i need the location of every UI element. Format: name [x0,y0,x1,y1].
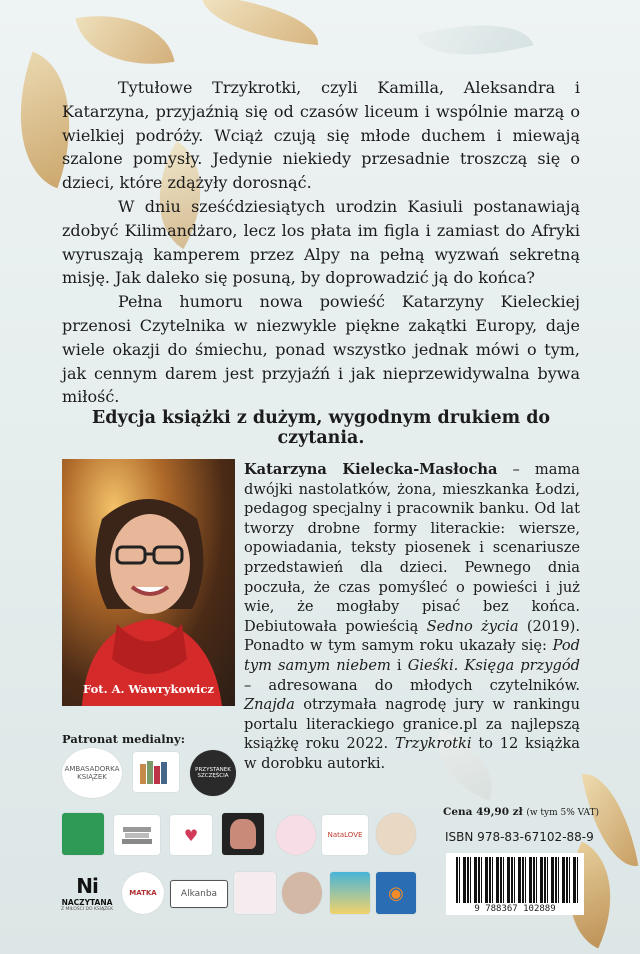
photo-caption: Fot. A. Wawrykowicz [83,682,214,696]
alkanba-logo [170,880,228,908]
headphones-icon: ◉ [388,882,404,904]
bio-text: to 12 książka w dorobku autorki. [244,735,580,772]
patronage-label: Patronat medialny: [62,732,185,746]
leaf-decoration [417,6,534,73]
logo-text: AMBASADORKA KSIĄŻEK [64,765,120,781]
author-name: Katarzyna Kielecka-Masłocha [244,461,498,478]
bio-text: i [390,656,408,674]
logo-text: NataLOVE [327,831,363,839]
headphones-logo [376,872,416,914]
ambasadorka-logo [62,748,122,798]
logo-text: NACZYTANA [61,898,113,907]
logo-text: Z MIŁOŚCI DO KSIĄŻEK [60,907,114,912]
barcode-number: 9 788367 102889 [474,904,556,914]
author-portrait-illustration [62,459,235,706]
price-label [443,806,599,818]
bio-title: Sedno życia [426,617,519,635]
barcode [446,853,584,915]
blurb-text [62,76,580,409]
floral-logo [234,872,276,914]
przystanek-logo [190,750,236,796]
author-photo [62,459,235,706]
heart-icon: ♥ [183,825,199,845]
bookstack-logo [114,815,160,855]
leaf-decoration [198,0,321,45]
logo-text: MATKA [129,889,157,897]
books-logo [133,752,179,792]
green-logo [62,813,104,855]
pink-circle-logo [276,815,316,855]
books-icon [138,758,174,786]
logo-text: Alkanba [180,889,218,899]
blurb-paragraph-1: Tytułowe Trzykrotki, czyli Kamilla, Aleksandra i Katarzyna, przyjaźnią się od czasów liceum i wspólnie marzą o wielkiej podróży. Wciąż czują się młode duchem i miewają szalone pomysły. Jedynie niekiedy przesadnie troszczą się o dzieci, które zdążyły dorosnąć. [62,78,580,193]
price-vat: (w tym 5% VAT) [526,808,600,818]
leaf-decoration [75,3,174,78]
bio-title: Gieśki. Księga przygód [407,656,581,674]
bio-title: Trzykrotki [394,735,472,753]
blurb-paragraph-3: Pełna humoru nowa powieść Katarzyny Kieleckiej przenosi Czytelnika w niezwykle piękne zakątki Europy, daje wiele okazji do śmiechu, ponad wszystko jednak mówi o tym, jak cennym darem jest przyjaźń i jak nieprzewidywalna bywa miłość. [62,292,580,407]
reader-logo [282,872,322,914]
blurb-paragraph-2: W dniu sześćdziesiątych urodzin Kasiuli postanawiają zdobyć Kilimandżaro, lecz los płata im figla i zamiast do Afryki wyruszają kamperem przez Alpy na pełną wyzwań sekretną misję. Jak daleko się posuną, by doprowadzić ją do końca? [62,196,580,288]
portrait-logo [222,813,264,855]
bio-text: – adresowana do młodych czytelników. [244,676,580,694]
portrait-icon [230,819,256,849]
naczytana-ni-icon: Ni [76,874,98,898]
bio-text: – mama dwójki nastolatków, żona, mieszkanka Łodzi, pedagog specjalny i pracownik banku. Od lat tworzy drobne formy literackie: wiersze, opowiadania, teksty piosenek i scenariusze przedstawień dla dzieci. Pewnego dnia poczuła, że czas pomyśleć o powieści i już wie, że mogłaby pisać bez końca. Debiutowała powieścią [244,461,581,635]
bio-text: otrzymała nagrodę jury w rankingu portalu literackiego granice.pl za najlepszą książkę roku 2022. [244,696,580,753]
edition-note: Edycja książki z dużym, wygodnym drukiem do czytania. [91,408,551,448]
bio-title: Pod tym samym niebem [244,637,580,674]
isbn-label: ISBN 978-83-67102-88-9 [445,830,594,844]
barcode-bars [456,857,578,903]
nataloves-logo [322,815,368,855]
naczytana-logo [58,872,116,914]
author-bio [244,460,580,774]
price-value: Cena 49,90 zł [443,806,523,818]
bookstack-icon [120,823,154,847]
logo-text: PRZYSTANEK SZCZĘŚCIA [195,767,231,779]
bio-text: (2019). Ponadto w tym samym roku ukazały się: [244,617,580,655]
heart-logo [170,815,212,855]
woman-logo [376,813,416,855]
beach-logo [330,872,370,914]
bio-title: Znajda [244,696,295,714]
matka-logo [122,872,164,914]
